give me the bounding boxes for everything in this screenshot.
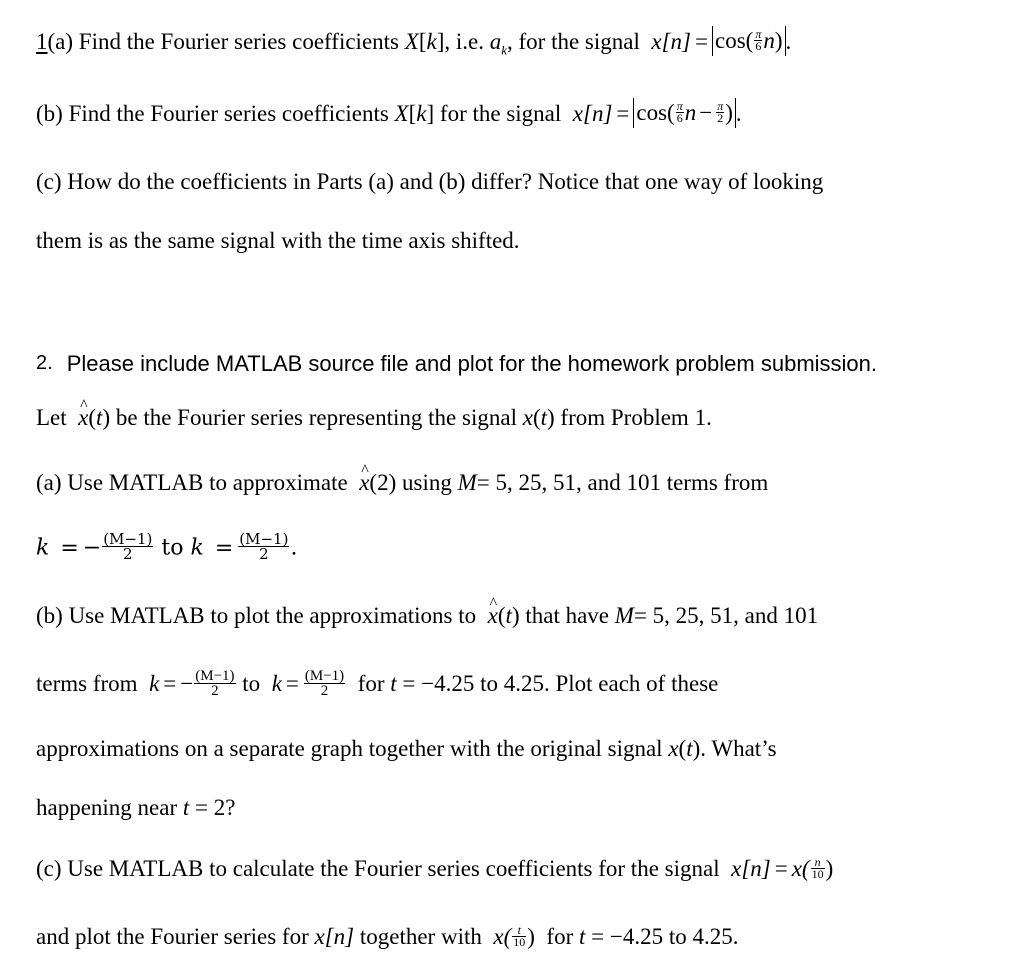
problem-2-header [36, 349, 877, 378]
fraction: $\frac{\pi}{2}$ [717, 98, 724, 125]
signal-expression: x[n] [572, 101, 613, 126]
absolute-value: cos( $\frac{\pi}{6}$ n) [712, 26, 786, 56]
problem-1a: 1(a) Find the Fourier series coefficients X[k], i.e. $a_k$, for the signal x[n] = cos( $\frac{\pi}{6}$ n) . [36, 26, 792, 58]
signal-expression: x[n] [731, 856, 771, 881]
fraction: $\frac{(M-1)}{2}$ [103, 530, 153, 563]
fraction: $\frac{(M-1)}{2}$ [304, 668, 345, 700]
fraction: $\frac{(M-1)}{2}$ [239, 530, 289, 563]
problem-2b-line2: terms from k = − $\frac{(M-1)}{2}$ to k = $\frac{(M-1)}{2}$ for t = −4.25 to 4.25. Plot each of these [36, 668, 719, 700]
x-hat-symbol: ^ x [78, 404, 88, 432]
signal-expression: x[n] [651, 29, 691, 54]
fraction: $\frac{\pi}{6}$ [676, 98, 683, 125]
fraction: $\frac{\pi}{6}$ [755, 26, 762, 53]
fraction: $\frac{n}{10}$ [811, 855, 824, 882]
problem-1b: (b) Find the Fourier series coefficients X[k] for the signal x[n] = cos( $\frac{\pi}{6}$ n − $\frac{\pi}{2}$ ) . [36, 98, 742, 126]
submission-instruction: Please include MATLAB source file and plot for the homework problem submission. [66, 351, 878, 376]
x-hat-symbol: ^ x [359, 469, 369, 497]
x-hat-symbol: ^ x [488, 602, 498, 630]
problem-1c-line2: them is as the same signal with the time axis shifted. [36, 228, 520, 253]
fraction: $\frac{(M-1)}{2}$ [195, 668, 235, 700]
problem-number: 2. [36, 352, 53, 374]
problem-number: 1 [36, 29, 48, 54]
problem-2a-line2: k = − $\frac{(M-1)}{2}$ to k = $\frac{(M-1)}{2}$ . [36, 530, 298, 563]
problem-2b-line1: (b) Use MATLAB to plot the approximations to ^ x(t) that have M= 5, 25, 51, and 101 [36, 602, 818, 630]
problem-2b-line3: approximations on a separate graph together with the original signal x(t). What’s [36, 736, 777, 761]
problem-2b-line4: happening near t = 2? [36, 795, 236, 820]
problem-2c-line1: (c) Use MATLAB to calculate the Fourier series coefficients for the signal x[n] = x( $\frac{n}{10}$ ) [36, 855, 834, 882]
problem-2c-line2: and plot the Fourier series for x[n] together with x( $\frac{t}{10}$ ) for t = −4.25 to 4.25. [36, 923, 739, 950]
absolute-value: cos( $\frac{\pi}{6}$ n − $\frac{\pi}{2}$ ) [633, 98, 736, 128]
problem-1c-line1: (c) How do the coefficients in Parts (a) and (b) differ? Notice that one way of looking [36, 169, 824, 194]
problem-2a-line1: (a) Use MATLAB to approximate ^ x(2) using M= 5, 25, 51, and 101 terms from [36, 469, 768, 497]
fraction: $\frac{t}{10}$ [513, 923, 526, 950]
problem-2-intro: Let ^ x(t) be the Fourier series representing the signal x(t) from Problem 1. [36, 404, 712, 432]
